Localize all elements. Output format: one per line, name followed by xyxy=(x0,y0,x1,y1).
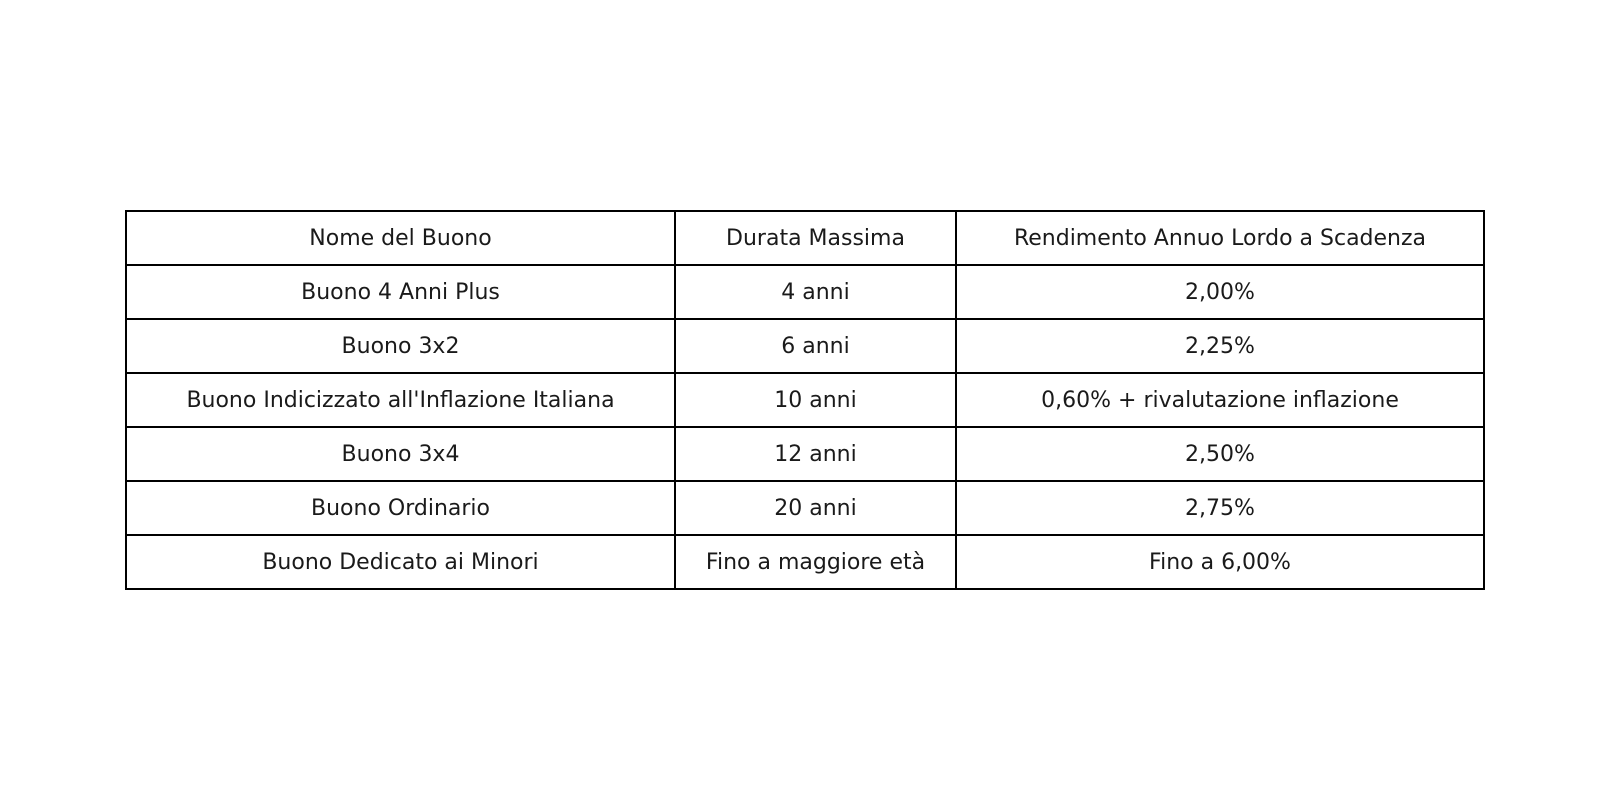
cell-duration: 12 anni xyxy=(675,427,956,481)
cell-yield: 2,25% xyxy=(956,319,1484,373)
table-row xyxy=(126,373,1484,427)
cell-duration: 10 anni xyxy=(675,373,956,427)
cell-duration: Fino a maggiore età xyxy=(675,535,956,589)
header-cell-yield: Rendimento Annuo Lordo a Scadenza xyxy=(956,211,1484,265)
cell-duration: 20 anni xyxy=(675,481,956,535)
table-row xyxy=(126,319,1484,373)
header-cell-duration: Durata Massima xyxy=(675,211,956,265)
cell-yield: 2,75% xyxy=(956,481,1484,535)
cell-name: Buono Ordinario xyxy=(126,481,675,535)
cell-yield: 2,50% xyxy=(956,427,1484,481)
cell-duration: 6 anni xyxy=(675,319,956,373)
table-row xyxy=(126,535,1484,589)
cell-name: Buono 3x4 xyxy=(126,427,675,481)
cell-yield: 0,60% + rivalutazione inflazione xyxy=(956,373,1484,427)
cell-yield: 2,00% xyxy=(956,265,1484,319)
cell-name: Buono 3x2 xyxy=(126,319,675,373)
cell-duration: 4 anni xyxy=(675,265,956,319)
table-row xyxy=(126,481,1484,535)
table-row xyxy=(126,265,1484,319)
bond-table xyxy=(125,210,1485,590)
table-row xyxy=(126,427,1484,481)
table-header-row xyxy=(126,211,1484,265)
cell-name: Buono Dedicato ai Minori xyxy=(126,535,675,589)
cell-name: Buono Indicizzato all'Inflazione Italiana xyxy=(126,373,675,427)
header-cell-name: Nome del Buono xyxy=(126,211,675,265)
cell-name: Buono 4 Anni Plus xyxy=(126,265,675,319)
cell-yield: Fino a 6,00% xyxy=(956,535,1484,589)
